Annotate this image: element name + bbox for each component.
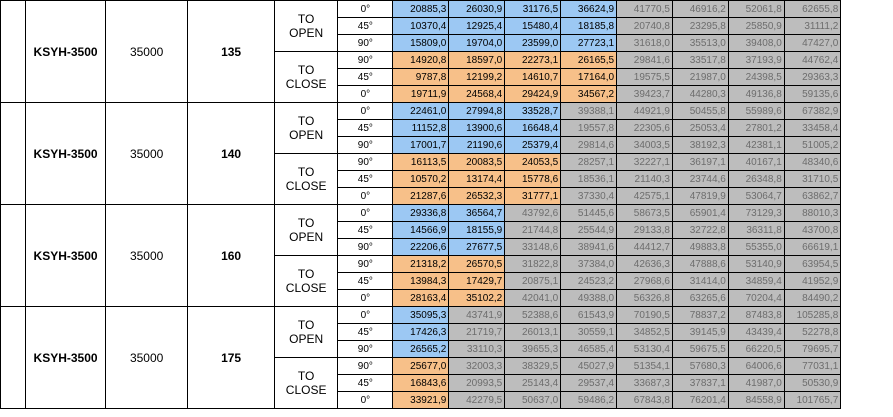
- value-cell: 105285,8: [784, 307, 841, 324]
- value-cell: 20740,8: [617, 18, 673, 35]
- value-cell: 19557,8: [561, 120, 617, 137]
- value-cell: 31176,5: [505, 1, 561, 18]
- value-cell: 43439,4: [728, 324, 784, 341]
- angle-cell: 45°: [338, 120, 393, 137]
- value-cell: 17426,3: [393, 324, 449, 341]
- value-cell: 45027,9: [561, 358, 617, 375]
- value-cell: 31822,8: [505, 256, 561, 273]
- value-cell: 21744,8: [505, 222, 561, 239]
- angle-cell: 0°: [338, 290, 393, 307]
- angle-cell: 45°: [338, 273, 393, 290]
- value-cell: 63265,6: [672, 290, 728, 307]
- value-cell: 39145,9: [672, 324, 728, 341]
- value-cell: 20875,1: [505, 273, 561, 290]
- spacer-cell: [1, 1, 26, 103]
- value-cell: 51005,2: [784, 137, 841, 154]
- direction-label: CLOSE: [285, 281, 327, 295]
- value-cell: 43792,6: [505, 205, 561, 222]
- value-cell: 15809,0: [393, 35, 449, 52]
- angle-cell: 0°: [338, 188, 393, 205]
- direction-cell: [274, 1, 337, 52]
- angle-cell: 45°: [338, 222, 393, 239]
- value-cell: 46585,4: [561, 341, 617, 358]
- value-cell: 44412,7: [617, 239, 673, 256]
- value-cell: 21140,3: [617, 171, 673, 188]
- value-cell: 51445,6: [561, 205, 617, 222]
- value-cell: 34852,5: [617, 324, 673, 341]
- angle-cell: 45°: [338, 324, 393, 341]
- value-cell: 52278,8: [784, 324, 841, 341]
- direction-label: OPEN: [289, 230, 324, 244]
- value-cell: 38329,5: [505, 358, 561, 375]
- value-cell: 17001,7: [393, 137, 449, 154]
- direction-label: OPEN: [289, 128, 324, 142]
- value-cell: 33528,7: [505, 103, 561, 120]
- value-cell: 25544,9: [561, 222, 617, 239]
- value-cell: 31710,5: [784, 171, 841, 188]
- value-cell: 43741,9: [449, 307, 505, 324]
- angle-cell: 90°: [338, 137, 393, 154]
- value-cell: 59675,5: [672, 341, 728, 358]
- value-cell: 38192,3: [672, 137, 728, 154]
- value-cell: 62655,8: [784, 1, 841, 18]
- table-row: [1, 307, 893, 324]
- value-cell: 12925,4: [449, 18, 505, 35]
- value-cell: 44280,3: [672, 86, 728, 103]
- value-cell: 55989,6: [728, 103, 784, 120]
- value-cell: 18597,0: [449, 52, 505, 69]
- value-cell: 34567,2: [561, 86, 617, 103]
- value-cell: 49136,8: [728, 86, 784, 103]
- value-cell: 19704,0: [449, 35, 505, 52]
- value-cell: 25379,4: [505, 137, 561, 154]
- value-cell: 14610,7: [505, 69, 561, 86]
- value-cell: 37330,4: [561, 188, 617, 205]
- value-cell: 14566,9: [393, 222, 449, 239]
- value-cell: 32722,8: [672, 222, 728, 239]
- direction-cell: [274, 154, 337, 205]
- value-cell: 87483,8: [728, 307, 784, 324]
- value-cell: 53130,4: [617, 341, 673, 358]
- spacer-cell: [1, 307, 26, 409]
- value-cell: 44762,4: [784, 52, 841, 69]
- capacity-cell: 35000: [106, 1, 188, 103]
- value-cell: 175: [188, 307, 275, 409]
- angle-cell: 0°: [338, 86, 393, 103]
- value-cell: 52061,8: [728, 1, 784, 18]
- direction-label: TO: [297, 114, 315, 128]
- direction-cell: [274, 52, 337, 103]
- angle-cell: 45°: [338, 171, 393, 188]
- value-cell: 52388,6: [505, 307, 561, 324]
- value-cell: 33687,3: [617, 375, 673, 392]
- value-cell: 78837,2: [672, 307, 728, 324]
- value-cell: 9787,8: [393, 69, 449, 86]
- value-cell: 33517,8: [672, 52, 728, 69]
- value-cell: 33458,4: [784, 120, 841, 137]
- value-cell: 88010,3: [784, 205, 841, 222]
- direction-label: TO: [297, 165, 315, 179]
- value-cell: 29814,6: [561, 137, 617, 154]
- value-cell: 42279,5: [449, 392, 505, 409]
- value-cell: 25143,4: [505, 375, 561, 392]
- direction-label: TO: [297, 216, 315, 230]
- value-cell: 22273,1: [505, 52, 561, 69]
- direction-label: TO: [297, 12, 315, 26]
- angle-cell: 45°: [338, 18, 393, 35]
- angle-cell: 0°: [338, 205, 393, 222]
- spacer-cell: [1, 205, 26, 307]
- value-cell: 26570,5: [449, 256, 505, 273]
- value-cell: 44921,9: [617, 103, 673, 120]
- value-cell: 25850,9: [728, 18, 784, 35]
- value-cell: 79695,7: [784, 341, 841, 358]
- value-cell: 70204,4: [728, 290, 784, 307]
- value-cell: 57680,3: [672, 358, 728, 375]
- value-cell: 11152,8: [393, 120, 449, 137]
- angle-cell: 90°: [338, 35, 393, 52]
- angle-cell: 45°: [338, 69, 393, 86]
- value-cell: 17429,7: [449, 273, 505, 290]
- value-cell: 29424,9: [505, 86, 561, 103]
- value-cell: 27677,5: [449, 239, 505, 256]
- value-cell: 73129,3: [728, 205, 784, 222]
- value-cell: 10570,2: [393, 171, 449, 188]
- value-cell: 15480,4: [505, 18, 561, 35]
- value-cell: 40167,1: [728, 154, 784, 171]
- value-cell: 51354,1: [617, 358, 673, 375]
- value-cell: 35513,0: [672, 35, 728, 52]
- capacity-cell: 35000: [106, 205, 188, 307]
- value-cell: 47819,9: [672, 188, 728, 205]
- direction-label: TO: [297, 267, 315, 281]
- angle-cell: 0°: [338, 103, 393, 120]
- direction-cell: [274, 307, 337, 358]
- direction-label: CLOSE: [285, 383, 327, 397]
- value-cell: 42041,0: [505, 290, 561, 307]
- value-cell: 58673,5: [617, 205, 673, 222]
- value-cell: 37837,1: [672, 375, 728, 392]
- value-cell: 46916,2: [672, 1, 728, 18]
- table-row: [1, 205, 893, 222]
- spacer-cell: [1, 103, 26, 205]
- angle-cell: 90°: [338, 52, 393, 69]
- value-cell: 70190,5: [617, 307, 673, 324]
- value-cell: 33921,9: [393, 392, 449, 409]
- value-cell: 38941,6: [561, 239, 617, 256]
- value-cell: 26348,8: [728, 171, 784, 188]
- value-cell: 67382,9: [784, 103, 841, 120]
- direction-cell: [274, 256, 337, 307]
- value-cell: 26565,2: [393, 341, 449, 358]
- value-cell: 39655,3: [505, 341, 561, 358]
- model-cell: KSYH-3500: [26, 307, 106, 409]
- value-cell: 29336,8: [393, 205, 449, 222]
- value-cell: 13174,4: [449, 171, 505, 188]
- value-cell: 41770,5: [617, 1, 673, 18]
- direction-label: CLOSE: [285, 179, 327, 193]
- capacity-cell: 35000: [106, 103, 188, 205]
- capacity-cell: 35000: [106, 307, 188, 409]
- value-cell: 18155,9: [449, 222, 505, 239]
- value-cell: 19575,5: [617, 69, 673, 86]
- value-cell: 10370,4: [393, 18, 449, 35]
- value-cell: 37384,0: [561, 256, 617, 273]
- value-cell: 14920,8: [393, 52, 449, 69]
- angle-cell: 0°: [338, 392, 393, 409]
- value-cell: 84558,9: [728, 392, 784, 409]
- value-cell: 84490,2: [784, 290, 841, 307]
- value-cell: 15778,6: [505, 171, 561, 188]
- value-cell: 66220,5: [728, 341, 784, 358]
- value-cell: 53064,7: [728, 188, 784, 205]
- value-cell: 33148,6: [505, 239, 561, 256]
- value-cell: 28257,1: [561, 154, 617, 171]
- value-cell: 42636,3: [617, 256, 673, 273]
- value-cell: 43700,8: [784, 222, 841, 239]
- value-cell: 18185,8: [561, 18, 617, 35]
- value-cell: 29537,4: [561, 375, 617, 392]
- value-cell: 39423,7: [617, 86, 673, 103]
- value-cell: 53140,9: [728, 256, 784, 273]
- value-cell: 23744,6: [672, 171, 728, 188]
- value-cell: 160: [188, 205, 275, 307]
- value-cell: 23295,8: [672, 18, 728, 35]
- value-cell: 77031,1: [784, 358, 841, 375]
- value-cell: 32227,1: [617, 154, 673, 171]
- value-cell: 36197,1: [672, 154, 728, 171]
- value-cell: 27994,8: [449, 103, 505, 120]
- value-cell: 24053,5: [505, 154, 561, 171]
- value-cell: 61543,9: [561, 307, 617, 324]
- model-cell: KSYH-3500: [26, 1, 106, 103]
- value-cell: 39388,1: [561, 103, 617, 120]
- value-cell: 65901,4: [672, 205, 728, 222]
- value-cell: 31618,0: [617, 35, 673, 52]
- value-cell: 24523,2: [561, 273, 617, 290]
- value-cell: 24568,4: [449, 86, 505, 103]
- value-cell: 22206,6: [393, 239, 449, 256]
- value-cell: 31414,0: [672, 273, 728, 290]
- angle-cell: 90°: [338, 239, 393, 256]
- value-cell: 13900,6: [449, 120, 505, 137]
- value-cell: 26013,1: [505, 324, 561, 341]
- value-cell: 21190,6: [449, 137, 505, 154]
- value-cell: 42381,1: [728, 137, 784, 154]
- value-cell: 140: [188, 103, 275, 205]
- direction-label: TO: [297, 318, 315, 332]
- direction-label: TO: [297, 63, 315, 77]
- value-cell: 16648,4: [505, 120, 561, 137]
- value-cell: 29363,3: [784, 69, 841, 86]
- value-cell: 49883,8: [672, 239, 728, 256]
- value-cell: 29133,8: [617, 222, 673, 239]
- table-row: [1, 1, 893, 18]
- value-cell: 16843,6: [393, 375, 449, 392]
- value-cell: 20083,5: [449, 154, 505, 171]
- value-cell: 63954,5: [784, 256, 841, 273]
- value-cell: 67843,8: [617, 392, 673, 409]
- value-cell: 19711,9: [393, 86, 449, 103]
- value-cell: 20885,3: [393, 1, 449, 18]
- value-cell: 101765,7: [784, 392, 841, 409]
- value-cell: 12199,2: [449, 69, 505, 86]
- angle-cell: 90°: [338, 341, 393, 358]
- value-cell: 135: [188, 1, 275, 103]
- value-cell: 64006,6: [728, 358, 784, 375]
- value-cell: 22305,6: [617, 120, 673, 137]
- value-cell: 63862,7: [784, 188, 841, 205]
- value-cell: 35102,2: [449, 290, 505, 307]
- value-cell: 35095,3: [393, 307, 449, 324]
- value-cell: 27801,2: [728, 120, 784, 137]
- value-cell: 27723,1: [561, 35, 617, 52]
- direction-cell: [274, 358, 337, 409]
- direction-label: OPEN: [289, 332, 324, 346]
- table-row: [1, 103, 893, 120]
- value-cell: 23599,0: [505, 35, 561, 52]
- value-cell: 41987,0: [728, 375, 784, 392]
- value-cell: 22461,0: [393, 103, 449, 120]
- value-cell: 20993,5: [449, 375, 505, 392]
- model-cell: KSYH-3500: [26, 205, 106, 307]
- value-cell: 26532,3: [449, 188, 505, 205]
- value-cell: 36311,8: [728, 222, 784, 239]
- value-cell: 47888,6: [672, 256, 728, 273]
- value-cell: 34003,5: [617, 137, 673, 154]
- direction-label: TO: [297, 369, 315, 383]
- value-cell: 55355,0: [728, 239, 784, 256]
- value-cell: 31777,1: [505, 188, 561, 205]
- value-cell: 21719,7: [449, 324, 505, 341]
- value-cell: 49388,0: [561, 290, 617, 307]
- value-cell: 25677,0: [393, 358, 449, 375]
- value-cell: 13984,3: [393, 273, 449, 290]
- value-cell: 76201,4: [672, 392, 728, 409]
- value-cell: 50637,0: [505, 392, 561, 409]
- value-cell: 48340,6: [784, 154, 841, 171]
- angle-cell: 90°: [338, 256, 393, 273]
- value-cell: 33110,3: [449, 341, 505, 358]
- value-cell: 27968,6: [617, 273, 673, 290]
- value-cell: 30559,1: [561, 324, 617, 341]
- value-cell: 29841,6: [617, 52, 673, 69]
- value-cell: 31111,2: [784, 18, 841, 35]
- value-cell: 21318,2: [393, 256, 449, 273]
- table-body: [1, 1, 893, 409]
- value-cell: 47427,0: [784, 35, 841, 52]
- value-cell: 66619,1: [784, 239, 841, 256]
- value-cell: 25053,4: [672, 120, 728, 137]
- value-cell: 59135,6: [784, 86, 841, 103]
- value-cell: 36624,9: [561, 1, 617, 18]
- value-cell: 16113,5: [393, 154, 449, 171]
- value-cell: 26165,5: [561, 52, 617, 69]
- value-cell: 56326,8: [617, 290, 673, 307]
- value-cell: 24398,5: [728, 69, 784, 86]
- value-cell: 21287,6: [393, 188, 449, 205]
- direction-label: CLOSE: [285, 77, 327, 91]
- value-cell: 34859,4: [728, 273, 784, 290]
- value-cell: 32003,3: [449, 358, 505, 375]
- direction-label: OPEN: [289, 26, 324, 40]
- angle-cell: 45°: [338, 375, 393, 392]
- angle-cell: 90°: [338, 358, 393, 375]
- angle-cell: 0°: [338, 307, 393, 324]
- angle-cell: 90°: [338, 154, 393, 171]
- value-cell: 39408,0: [728, 35, 784, 52]
- angle-cell: 0°: [338, 1, 393, 18]
- value-cell: 36564,7: [449, 205, 505, 222]
- value-cell: 21987,0: [672, 69, 728, 86]
- value-cell: 28163,4: [393, 290, 449, 307]
- model-cell: KSYH-3500: [26, 103, 106, 205]
- value-cell: 59486,2: [561, 392, 617, 409]
- value-cell: 17164,0: [561, 69, 617, 86]
- value-cell: 41952,9: [784, 273, 841, 290]
- value-cell: 50455,8: [672, 103, 728, 120]
- value-cell: 50530,9: [784, 375, 841, 392]
- value-cell: 18536,1: [561, 171, 617, 188]
- value-cell: 37193,9: [728, 52, 784, 69]
- value-cell: 42575,1: [617, 188, 673, 205]
- value-cell: 26030,9: [449, 1, 505, 18]
- direction-cell: [274, 205, 337, 256]
- direction-cell: [274, 103, 337, 154]
